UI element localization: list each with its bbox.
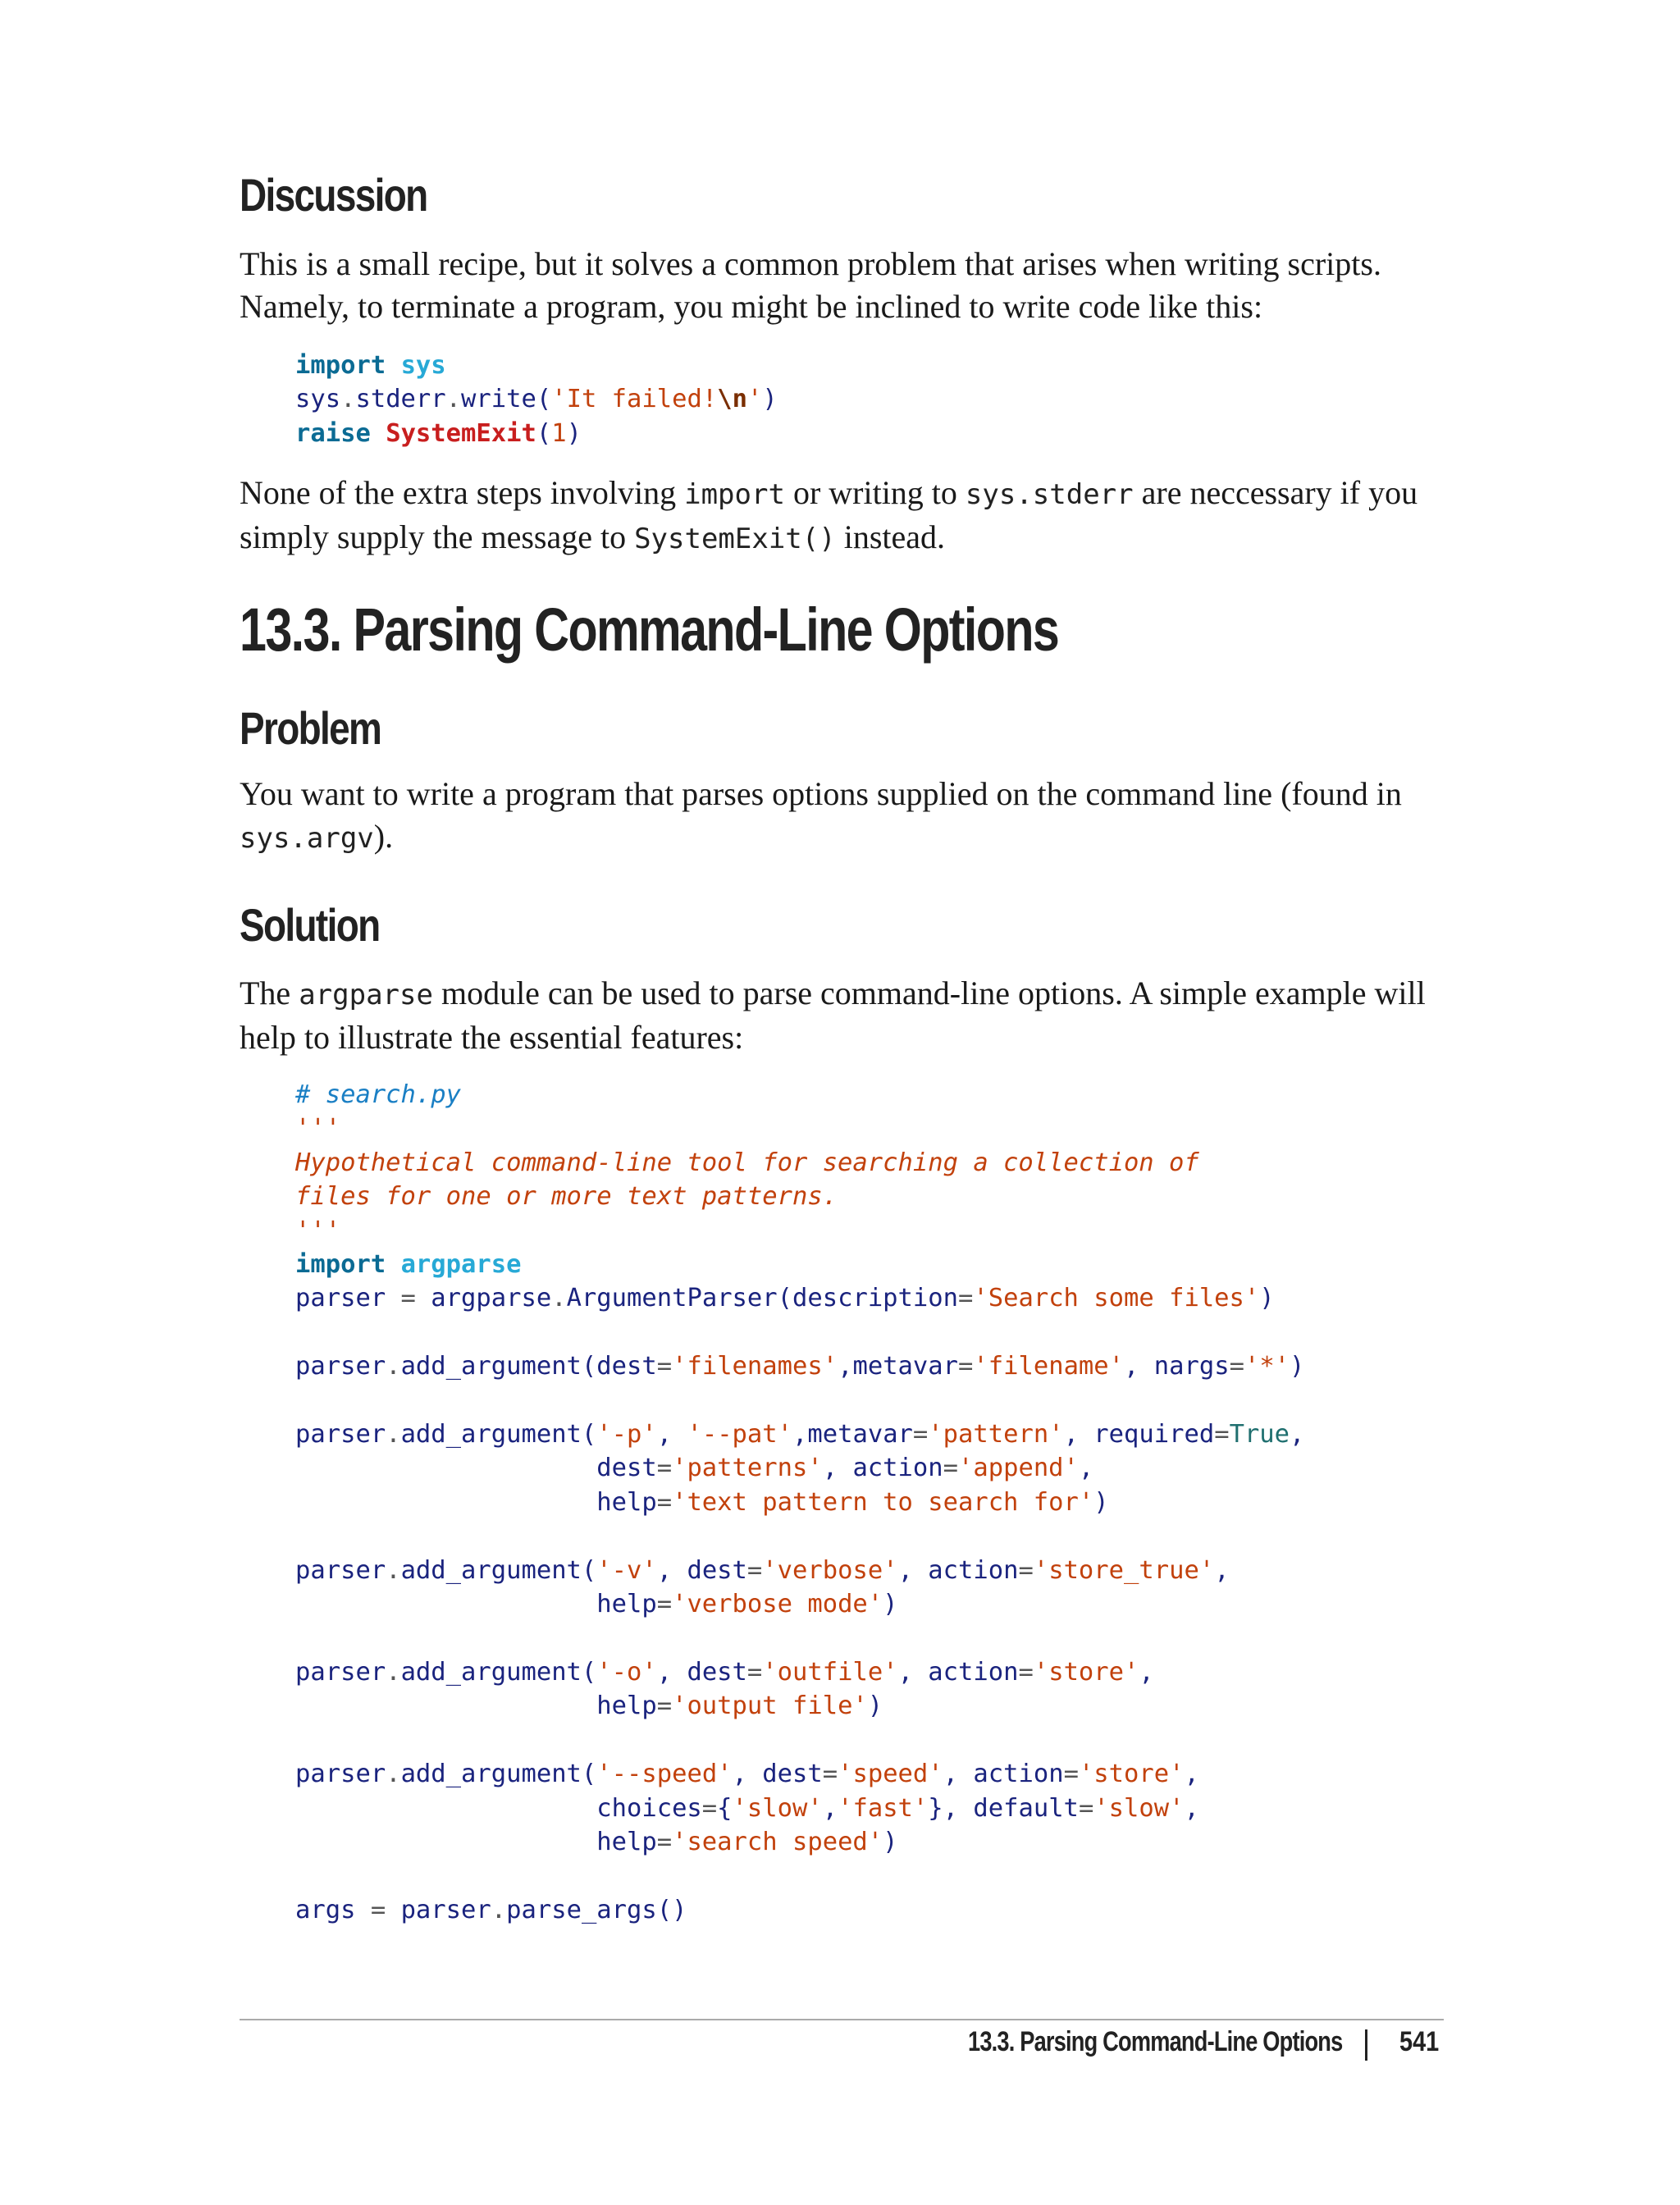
page-number: 541 [1399,2026,1440,2057]
inline-code: argparse [299,979,433,1011]
code-line: dest='patterns', action='append', [295,1454,1094,1483]
inline-code: import [684,478,785,511]
code-line: raise SystemExit(1) [295,418,582,448]
solution-heading: Solution [240,899,380,951]
code-line: import sys [295,351,446,380]
footer-separator [1365,2029,1367,2061]
code-line: Hypothetical command-line tool for searching a collection of [295,1148,1199,1177]
code-line: ''' [295,1114,341,1144]
code-line: import argparse [295,1250,522,1280]
discussion-paragraph-2: None of the extra steps involving import or writing to sys.stderr are neccessary if you simply supply the message to SystemExit() instead. [240,474,1418,555]
discussion-heading: Discussion [240,169,427,221]
code-line: sys.stderr.write('It failed!\n') [295,385,778,414]
code-line: parser.add_argument('--speed', dest='speed', action='store', [295,1760,1199,1789]
code-line: files for one or more text patterns. [295,1182,838,1212]
inline-code: sys.stderr [965,478,1134,511]
code-block-sysexit [295,349,778,450]
footer-rule [240,2019,1444,2020]
solution-paragraph: The argparse module can be used to parse command-line options. A simple example will help to illustrate the essential features: [240,975,1426,1056]
code-line: parser.add_argument('-o', dest='outfile', action='store', [295,1657,1154,1687]
discussion-paragraph-1: This is a small recipe, but it solves a common problem that arises when writing scripts. Namely, to terminate a program, you might be inclined to write code like this: [240,245,1381,325]
code-line: parser.add_argument('-p', '--pat',metavar='pattern', required=True, [295,1420,1305,1449]
code-line: help='text pattern to search for') [295,1487,1109,1517]
footer-section-title: 13.3. Parsing Command-Line Options [968,2026,1343,2057]
inline-code: sys.argv [240,822,374,855]
code-line: parser = argparse.ArgumentParser(description='Search some files') [295,1284,1275,1313]
section-title: 13.3. Parsing Command-Line Options [240,596,1059,664]
code-line: parser.add_argument(dest='filenames',metavar='filename', nargs='*') [295,1352,1305,1381]
problem-paragraph: You want to write a program that parses options supplied on the command line (found in sys.argv). [240,775,1402,855]
inline-code: SystemExit() [634,523,836,555]
code-line: # search.py [295,1080,461,1109]
code-line: help='verbose mode') [295,1590,898,1619]
problem-heading: Problem [240,702,381,754]
code-line: args = parser.parse_args() [295,1895,687,1924]
code-block-search-py [295,1078,1304,1927]
code-line: choices={'slow','fast'}, default='slow', [295,1793,1199,1823]
code-line: help='search speed') [295,1827,898,1856]
code-line: help='output file') [295,1691,883,1721]
code-line: parser.add_argument('-v', dest='verbose', action='store_true', [295,1555,1230,1585]
code-line: ''' [295,1216,341,1245]
